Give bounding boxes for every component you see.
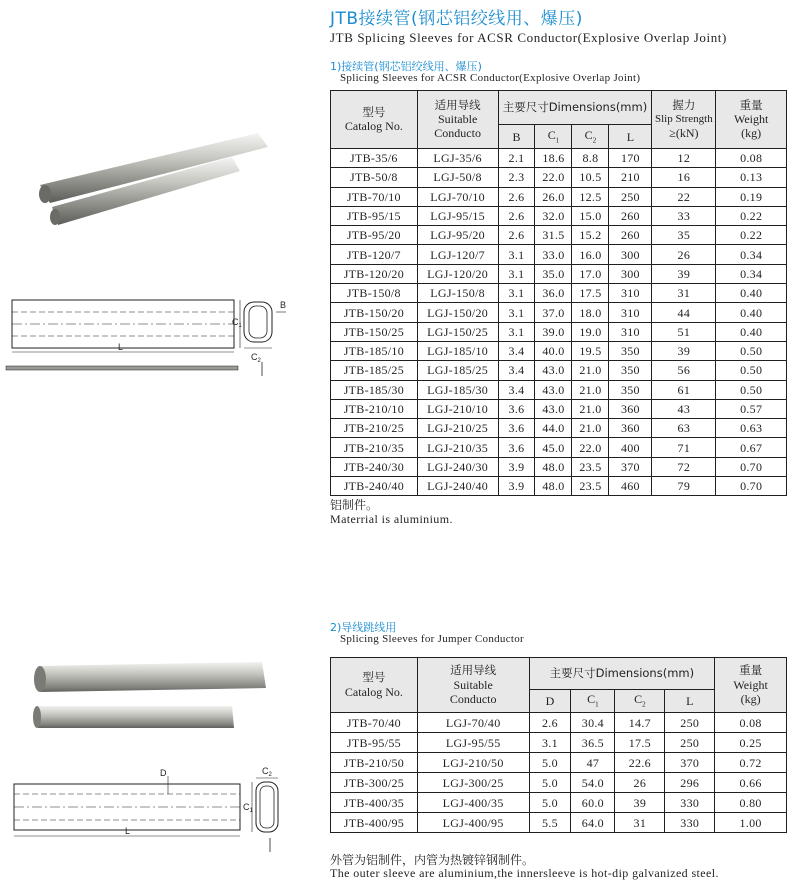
table-cell: LGJ-240/30	[417, 457, 498, 476]
table-cell: 31	[652, 284, 716, 303]
section2-table-body	[331, 713, 787, 833]
drawing-label-c1-s2: $C_1$	[243, 802, 253, 814]
table-row	[331, 341, 787, 360]
table-cell: 5.0	[529, 773, 571, 793]
table-row	[331, 361, 787, 380]
table-cell: 26	[615, 773, 665, 793]
table-cell: 3.6	[498, 399, 535, 418]
table-cell: 400	[609, 438, 652, 457]
table-cell: 17.5	[615, 733, 665, 753]
table-cell: 33	[652, 206, 716, 225]
table-cell: 0.50	[716, 361, 787, 380]
table-cell: 250	[665, 733, 715, 753]
header-dimensions: 主要尺寸Dimensions(mm)	[498, 91, 652, 125]
header-catalog: 型号 Catalog No.	[331, 91, 418, 149]
table-cell: LGJ-95/15	[417, 206, 498, 225]
table-cell: 21.0	[572, 399, 609, 418]
table-cell: LGJ-210/25	[417, 419, 498, 438]
table-cell: JTB-300/25	[331, 773, 418, 793]
section1-spec-table	[330, 90, 787, 496]
table-cell: 44	[652, 303, 716, 322]
table-row	[331, 793, 787, 813]
table-cell: LGJ-95/20	[417, 226, 498, 245]
table-row	[331, 380, 787, 399]
table-row	[331, 477, 787, 496]
table-cell: 79	[652, 477, 716, 496]
header-c1-s2: $C_1$	[571, 690, 615, 713]
table-cell: 19.5	[572, 341, 609, 360]
drawing-label-c1: $C_1$	[232, 317, 242, 329]
table-cell: LGJ-95/55	[417, 733, 529, 753]
header-c2-s2: $C_2$	[615, 690, 665, 713]
section1-note-cn: 铝制件。	[330, 498, 379, 512]
table-cell: 350	[609, 361, 652, 380]
table-cell: LGJ-210/10	[417, 399, 498, 418]
table-cell: 1.00	[715, 813, 787, 833]
table-row	[331, 457, 787, 476]
table-cell: 10.5	[572, 168, 609, 187]
table-cell: 8.8	[572, 149, 609, 168]
table-cell: 3.1	[498, 264, 535, 283]
table-cell: 12.5	[572, 187, 609, 206]
table-cell: 48.0	[535, 457, 572, 476]
table-cell: 44.0	[535, 419, 572, 438]
table-cell: 5.5	[529, 813, 571, 833]
table-cell: 0.34	[716, 245, 787, 264]
table-cell: 2.6	[498, 206, 535, 225]
table-cell: 2.6	[498, 187, 535, 206]
drawing-label-c2: $C_2$	[251, 352, 261, 364]
table-cell: 350	[609, 341, 652, 360]
table-cell: 3.1	[498, 322, 535, 341]
table-cell: 35.0	[535, 264, 572, 283]
drawing-label-c2-s2: $C_2$	[262, 766, 272, 778]
table-cell: 250	[609, 187, 652, 206]
table-cell: LGJ-210/35	[417, 438, 498, 457]
header-l-s2: L	[665, 690, 715, 713]
table-cell: 45.0	[535, 438, 572, 457]
table-row	[331, 187, 787, 206]
table-cell: 22.0	[535, 168, 572, 187]
drawing-label-l: L	[118, 342, 124, 352]
section1-note-en: Materrial is aluminium.	[330, 512, 453, 526]
header-conductor-s2: 适用导线 Suitable Conducto	[417, 658, 529, 713]
table-cell: 22	[652, 187, 716, 206]
table-cell: LGJ-70/10	[417, 187, 498, 206]
table-cell: 3.6	[498, 419, 535, 438]
table-cell: 0.70	[716, 477, 787, 496]
page-title: JTB接续管(钢芯铝绞线用、爆压)	[330, 9, 583, 29]
table-cell: 0.66	[715, 773, 787, 793]
table-cell: 0.72	[715, 753, 787, 773]
table-cell: 43.0	[535, 399, 572, 418]
table-cell: 39	[652, 341, 716, 360]
table-cell: JTB-210/50	[331, 753, 418, 773]
table-cell: 0.34	[716, 264, 787, 283]
table-cell: JTB-95/20	[331, 226, 418, 245]
header-d: D	[529, 690, 571, 713]
table-cell: 48.0	[535, 477, 572, 496]
section1-table-body	[331, 149, 787, 496]
table-cell: 170	[609, 149, 652, 168]
table-cell: 36.0	[535, 284, 572, 303]
table-cell: JTB-400/95	[331, 813, 418, 833]
table-cell: JTB-210/25	[331, 419, 418, 438]
table-row	[331, 303, 787, 322]
table-cell: 22.0	[572, 438, 609, 457]
table-cell: 12	[652, 149, 716, 168]
section2-subtitle: Splicing Sleeves for Jumper Conductor	[340, 633, 525, 645]
table-cell: 16.0	[572, 245, 609, 264]
table-cell: 3.1	[498, 284, 535, 303]
table-cell: 3.4	[498, 380, 535, 399]
table-cell: 0.70	[716, 457, 787, 476]
table-cell: 30.4	[571, 713, 615, 733]
table-cell: 18.0	[572, 303, 609, 322]
table-cell: 43	[652, 399, 716, 418]
table-cell: 31.5	[535, 226, 572, 245]
table-cell: 0.40	[716, 303, 787, 322]
section2-title: 2)导线跳线用	[330, 621, 397, 634]
table-cell: 17.5	[572, 284, 609, 303]
table-row	[331, 733, 787, 753]
table-cell: 61	[652, 380, 716, 399]
table-cell: LGJ-300/25	[417, 773, 529, 793]
header-slip-strength: 握力 Slip Strength ≥(kN)	[652, 91, 716, 149]
table-cell: LGJ-120/20	[417, 264, 498, 283]
header-weight-s2: 重量 Weight (kg)	[715, 658, 787, 713]
table-row	[331, 438, 787, 457]
table-cell: 0.22	[716, 226, 787, 245]
table-cell: 23.5	[572, 477, 609, 496]
section2-technical-drawing	[0, 760, 320, 860]
table-cell: 15.2	[572, 226, 609, 245]
table-cell: 360	[609, 399, 652, 418]
table-cell: 40.0	[535, 341, 572, 360]
table-cell: 23.5	[572, 457, 609, 476]
table-cell: LGJ-185/10	[417, 341, 498, 360]
table-cell: 3.4	[498, 341, 535, 360]
table-cell: 2.1	[498, 149, 535, 168]
table-cell: JTB-240/30	[331, 457, 418, 476]
table-cell: JTB-95/15	[331, 206, 418, 225]
section2-note-en: The outer sleeve are aluminium,the innersleeve is hot-dip galvanized steel.	[330, 866, 719, 880]
table-cell: 0.80	[715, 793, 787, 813]
table-cell: 330	[665, 813, 715, 833]
table-cell: JTB-185/10	[331, 341, 418, 360]
table-cell: LGJ-70/40	[417, 713, 529, 733]
table-cell: 72	[652, 457, 716, 476]
table-cell: JTB-400/35	[331, 793, 418, 813]
table-cell: 63	[652, 419, 716, 438]
section1-product-photo	[0, 125, 320, 235]
table-cell: JTB-185/30	[331, 380, 418, 399]
table-cell: 250	[665, 713, 715, 733]
header-dimensions-s2: 主要尺寸Dimensions(mm)	[529, 658, 715, 690]
table-cell: JTB-185/25	[331, 361, 418, 380]
table-cell: 54.0	[571, 773, 615, 793]
table-cell: 360	[609, 419, 652, 438]
table-row	[331, 168, 787, 187]
table-cell: 330	[665, 793, 715, 813]
table-cell: 26.0	[535, 187, 572, 206]
table-cell: LGJ-150/8	[417, 284, 498, 303]
table-cell: 3.6	[498, 438, 535, 457]
table-cell: 0.67	[716, 438, 787, 457]
table-cell: 16	[652, 168, 716, 187]
table-cell: 310	[609, 303, 652, 322]
table-cell: 260	[609, 226, 652, 245]
table-cell: 31	[615, 813, 665, 833]
drawing-label-d: D	[160, 768, 167, 778]
table-row	[331, 149, 787, 168]
table-cell: JTB-70/40	[331, 713, 418, 733]
section2-spec-table	[330, 657, 787, 833]
table-row	[331, 226, 787, 245]
table-cell: LGJ-150/25	[417, 322, 498, 341]
table-cell: LGJ-185/30	[417, 380, 498, 399]
table-cell: JTB-210/35	[331, 438, 418, 457]
table-cell: 2.6	[529, 713, 571, 733]
table-row	[331, 245, 787, 264]
table-cell: 5.0	[529, 753, 571, 773]
table-cell: 0.25	[715, 733, 787, 753]
table-cell: 33.0	[535, 245, 572, 264]
section1-title: 1)接续管(钢芯铝绞线用、爆压)	[330, 60, 482, 73]
table-cell: 17.0	[572, 264, 609, 283]
table-row	[331, 753, 787, 773]
table-row	[331, 284, 787, 303]
table-cell: 21.0	[572, 380, 609, 399]
table-cell: LGJ-35/6	[417, 149, 498, 168]
table-cell: 0.40	[716, 322, 787, 341]
table-cell: LGJ-240/40	[417, 477, 498, 496]
table-cell: 0.08	[715, 713, 787, 733]
table-cell: 18.6	[535, 149, 572, 168]
table-cell: 15.0	[572, 206, 609, 225]
table-cell: 2.6	[498, 226, 535, 245]
table-cell: 0.22	[716, 206, 787, 225]
table-cell: 350	[609, 380, 652, 399]
table-cell: 0.50	[716, 380, 787, 399]
table-cell: 5.0	[529, 793, 571, 813]
table-cell: JTB-150/25	[331, 322, 418, 341]
table-cell: 310	[609, 322, 652, 341]
table-cell: 0.63	[716, 419, 787, 438]
table-cell: 300	[609, 245, 652, 264]
table-cell: JTB-240/40	[331, 477, 418, 496]
table-row	[331, 419, 787, 438]
table-cell: 14.7	[615, 713, 665, 733]
table-row	[331, 713, 787, 733]
section2-note-cn: 外管为铝制件，内管为热镀锌钢制件。	[330, 853, 535, 867]
table-cell: LGJ-400/95	[417, 813, 529, 833]
table-cell: 0.57	[716, 399, 787, 418]
section2-product-photo	[0, 658, 320, 738]
table-cell: LGJ-185/25	[417, 361, 498, 380]
table-cell: 3.1	[498, 303, 535, 322]
table-cell: 3.1	[498, 245, 535, 264]
table-cell: 0.50	[716, 341, 787, 360]
table-cell: JTB-210/10	[331, 399, 418, 418]
table-cell: JTB-50/8	[331, 168, 418, 187]
table-row	[331, 773, 787, 793]
table-cell: 21.0	[572, 419, 609, 438]
table-cell: LGJ-50/8	[417, 168, 498, 187]
table-cell: 3.1	[529, 733, 571, 753]
table-cell: LGJ-150/20	[417, 303, 498, 322]
header-b: B	[498, 125, 535, 149]
table-cell: 296	[665, 773, 715, 793]
table-row	[331, 322, 787, 341]
table-cell: 460	[609, 477, 652, 496]
table-cell: JTB-35/6	[331, 149, 418, 168]
header-l: L	[609, 125, 652, 149]
table-cell: 35	[652, 226, 716, 245]
table-row	[331, 399, 787, 418]
table-cell: LGJ-120/7	[417, 245, 498, 264]
header-conductor: 适用导线 Suitable Conducto	[417, 91, 498, 149]
table-cell: 56	[652, 361, 716, 380]
table-cell: 39.0	[535, 322, 572, 341]
table-cell: 300	[609, 264, 652, 283]
table-cell: JTB-120/7	[331, 245, 418, 264]
header-c2: $C_2$	[572, 125, 609, 149]
table-cell: 22.6	[615, 753, 665, 773]
table-cell: 370	[609, 457, 652, 476]
table-cell: JTB-150/20	[331, 303, 418, 322]
table-cell: 2.3	[498, 168, 535, 187]
table-cell: 0.13	[716, 168, 787, 187]
section1-subtitle: Splicing Sleeves for ACSR Conductor(Explosive Overlap Joint)	[340, 72, 641, 84]
table-cell: 210	[609, 168, 652, 187]
header-catalog-s2: 型号 Catalog No.	[331, 658, 418, 713]
table-cell: 39	[615, 793, 665, 813]
table-cell: 47	[571, 753, 615, 773]
table-cell: 0.40	[716, 284, 787, 303]
table-cell: 37.0	[535, 303, 572, 322]
header-c1: $C_1$	[535, 125, 572, 149]
table-row	[331, 264, 787, 283]
table-cell: 43.0	[535, 380, 572, 399]
table-cell: 310	[609, 284, 652, 303]
table-cell: JTB-70/10	[331, 187, 418, 206]
header-weight: 重量 Weight (kg)	[716, 91, 787, 149]
drawing-label-l-s2: L	[125, 826, 131, 836]
table-cell: 51	[652, 322, 716, 341]
table-cell: 71	[652, 438, 716, 457]
table-cell: 0.19	[716, 187, 787, 206]
table-row	[331, 206, 787, 225]
table-cell: 370	[665, 753, 715, 773]
table-cell: 60.0	[571, 793, 615, 813]
table-cell: 64.0	[571, 813, 615, 833]
table-cell: 26	[652, 245, 716, 264]
table-cell: 39	[652, 264, 716, 283]
table-cell: 3.9	[498, 457, 535, 476]
table-cell: 0.08	[716, 149, 787, 168]
table-cell: 36.5	[571, 733, 615, 753]
drawing-label-b: B	[280, 300, 287, 310]
table-cell: 32.0	[535, 206, 572, 225]
table-row	[331, 813, 787, 833]
section1-technical-drawing	[0, 290, 320, 380]
table-cell: JTB-120/20	[331, 264, 418, 283]
table-cell: JTB-95/55	[331, 733, 418, 753]
table-cell: 19.0	[572, 322, 609, 341]
table-cell: 21.0	[572, 361, 609, 380]
page-subtitle: JTB Splicing Sleeves for ACSR Conductor(Explosive Overlap Joint)	[330, 30, 727, 45]
table-cell: LGJ-210/50	[417, 753, 529, 773]
table-cell: 43.0	[535, 361, 572, 380]
table-cell: JTB-150/8	[331, 284, 418, 303]
table-cell: 3.4	[498, 361, 535, 380]
table-cell: 3.9	[498, 477, 535, 496]
table-cell: 260	[609, 206, 652, 225]
table-cell: LGJ-400/35	[417, 793, 529, 813]
